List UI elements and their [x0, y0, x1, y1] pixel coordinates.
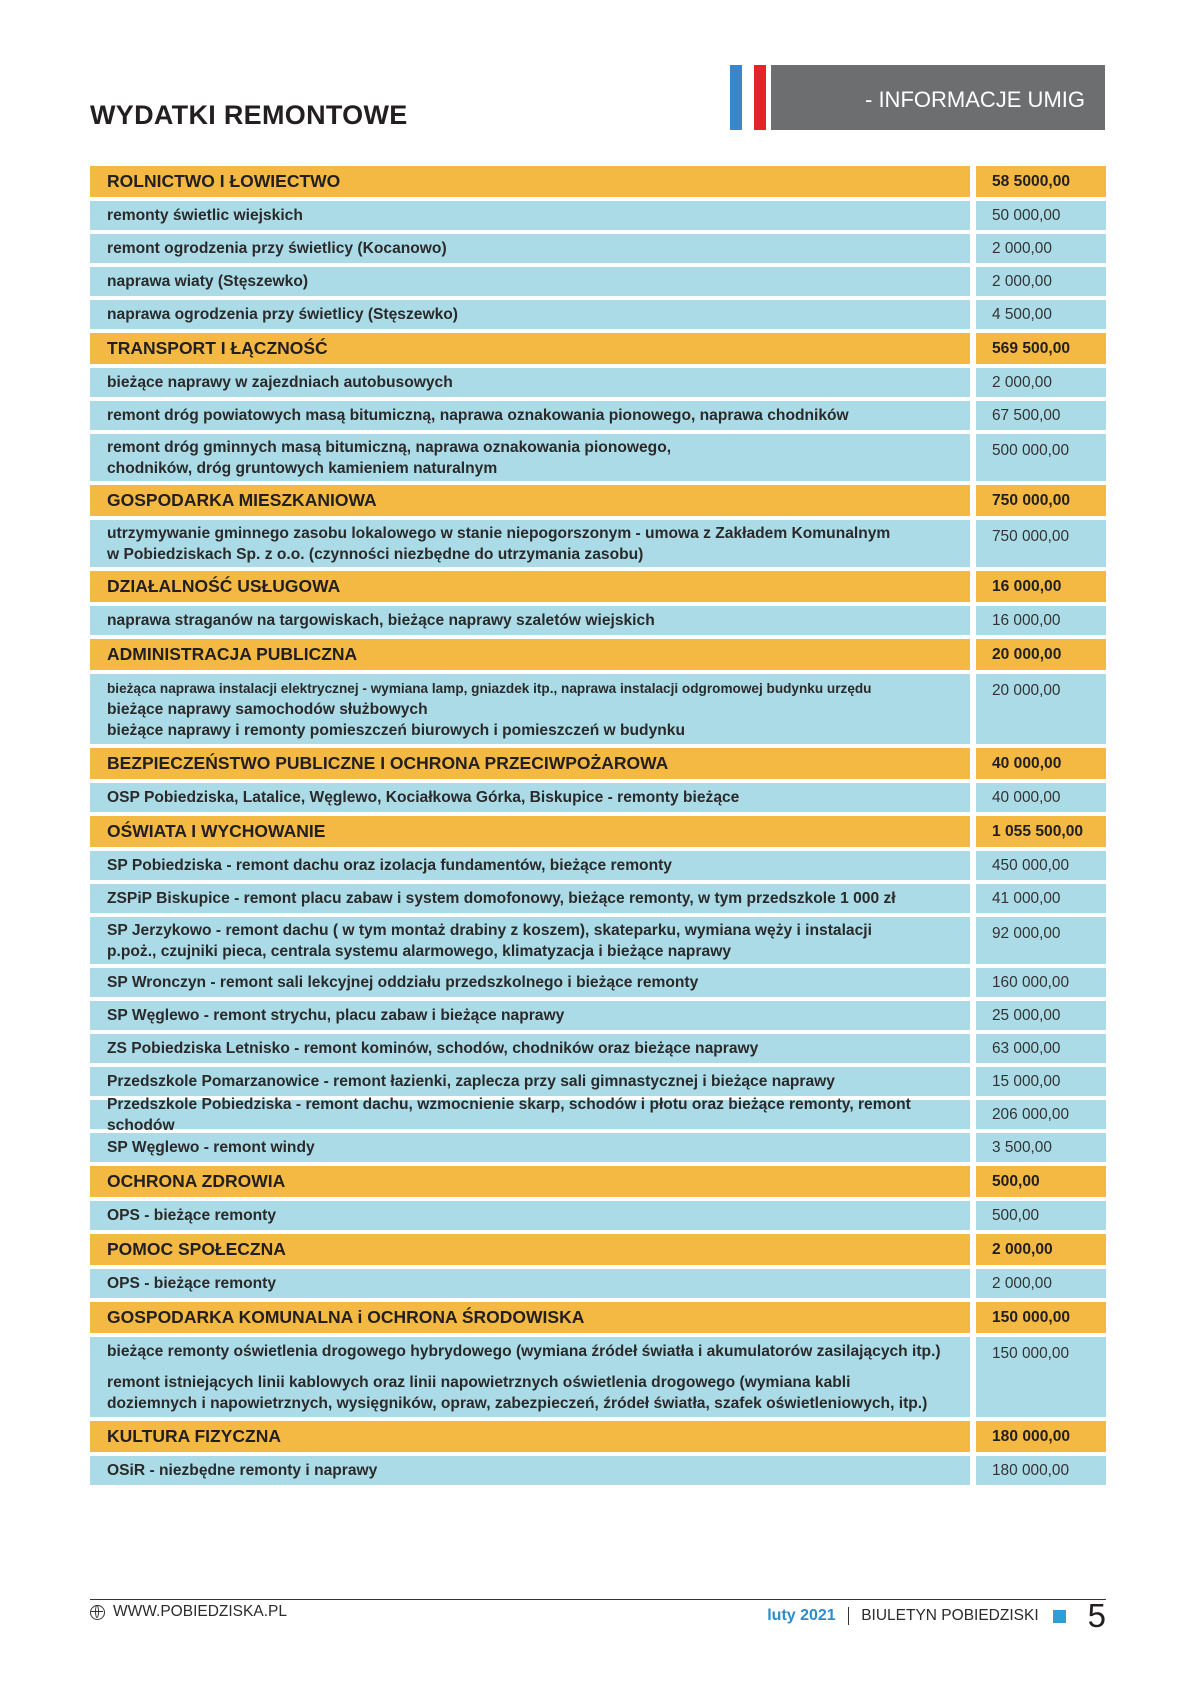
expense-amount: 67 500,00 [976, 401, 1106, 430]
expense-description [90, 1034, 970, 1063]
globe-icon [90, 1605, 105, 1620]
expense-row [90, 917, 1106, 964]
expense-description [90, 917, 970, 964]
expense-row [90, 1095, 1106, 1134]
expense-row [90, 434, 1106, 481]
description-line: p.poż., czujniki pieca, centrala systemu alarmowego, klimatyzacja i bieżące naprawy [107, 942, 731, 960]
flag-red-stripe [754, 65, 766, 130]
expense-amount: 50 000,00 [976, 201, 1106, 230]
expense-amount: 450 000,00 [976, 851, 1106, 880]
category-amount: 180 000,00 [976, 1421, 1106, 1452]
category-row [90, 1421, 1106, 1452]
expense-row [90, 1456, 1106, 1485]
expense-description [90, 434, 970, 481]
description-line: Przedszkole Pobiedziska - remont dachu, wzmocnienie skarp, schodów i płotu oraz bieżące remonty, remont schodów [107, 1095, 911, 1134]
expense-row [90, 267, 1106, 296]
category-row [90, 1166, 1106, 1197]
expense-description [90, 201, 970, 230]
description-line: SP Wronczyn - remont sali lekcyjnej oddziału przedszkolnego i bieżące remonty [107, 974, 699, 991]
expense-description [90, 267, 970, 296]
expense-description [90, 1456, 970, 1485]
description-line: SP Jerzykowo - remont dachu ( w tym montaż drabiny z koszem), skateparku, wymiana węży i instalacji [107, 921, 872, 939]
expense-row [90, 1201, 1106, 1230]
category-amount: 16 000,00 [976, 571, 1106, 602]
category-name: POMOC SPOŁECZNA [90, 1234, 970, 1265]
category-row [90, 639, 1106, 670]
expense-description [90, 884, 970, 913]
category-name: KULTURA FIZYCZNA [90, 1421, 970, 1452]
description-line: naprawa ogrodzenia przy świetlicy (Stęszewko) [107, 306, 458, 323]
expense-row [90, 606, 1106, 635]
section-header-label: - INFORMACJE UMIG [865, 87, 1085, 112]
description-line: OSiR - niezbędne remonty i naprawy [107, 1462, 378, 1479]
description-line: ZS Pobiedziska Letnisko - remont kominów, schodów, chodników oraz bieżące naprawy [107, 1040, 759, 1057]
category-name: DZIAŁALNOŚĆ USŁUGOWA [90, 571, 970, 602]
category-amount: 750 000,00 [976, 485, 1106, 516]
expense-description [90, 1201, 970, 1230]
expense-description [90, 783, 970, 812]
footer-separator [848, 1607, 850, 1625]
description-line: Przedszkole Pomarzanowice - remont łazienki, zaplecza przy sali gimnastycznej i bieżące naprawy [107, 1073, 835, 1090]
category-row [90, 166, 1106, 197]
category-name: GOSPODARKA KOMUNALNA i OCHRONA ŚRODOWISKA [90, 1302, 970, 1333]
expense-amount: 63 000,00 [976, 1034, 1106, 1063]
expense-description [90, 401, 970, 430]
footer-publication-info [767, 1597, 1106, 1635]
expense-row [90, 401, 1106, 430]
expense-description [90, 1095, 970, 1134]
description-line: naprawa wiaty (Stęszewko) [107, 273, 309, 290]
description-line: bieżące naprawy samochodów służbowych [107, 700, 428, 718]
expense-description [90, 968, 970, 997]
expense-description [90, 520, 970, 567]
category-name: TRANSPORT I ŁĄCZNOŚĆ [90, 333, 970, 364]
expenses-table [90, 166, 1106, 1489]
description-line: remont dróg gminnych masą bitumiczną, naprawa oznakowania pionowego, [107, 438, 672, 456]
expense-description [90, 234, 970, 263]
category-name: ADMINISTRACJA PUBLICZNA [90, 639, 970, 670]
expense-row [90, 674, 1106, 744]
issue-month: luty 2021 [767, 1607, 836, 1624]
expense-row [90, 300, 1106, 329]
description-line: OPS - bieżące remonty [107, 1275, 276, 1292]
description-line: naprawa straganów na targowiskach, bieżące naprawy szaletów wiejskich [107, 612, 655, 629]
category-amount: 2 000,00 [976, 1234, 1106, 1265]
expense-row [90, 520, 1106, 567]
page-title: WYDATKI REMONTOWE [90, 100, 408, 130]
expense-amount: 500,00 [976, 1201, 1106, 1230]
expense-description [90, 606, 970, 635]
description-line: bieżące naprawy w zajezdniach autobusowych [107, 374, 453, 391]
category-row [90, 748, 1106, 779]
expense-amount: 92 000,00 [976, 917, 1106, 964]
expense-amount: 150 000,00 [976, 1337, 1106, 1417]
category-amount: 20 000,00 [976, 639, 1106, 670]
description-line: SP Pobiedziska - remont dachu oraz izolacja fundamentów, bieżące remonty [107, 857, 672, 874]
category-row [90, 816, 1106, 847]
expense-description [90, 1001, 970, 1030]
expense-amount: 500 000,00 [976, 434, 1106, 481]
description-line: remont dróg powiatowych masą bitumiczną, naprawa oznakowania pionowego, naprawa chodników [107, 407, 849, 424]
expense-amount: 3 500,00 [976, 1133, 1106, 1162]
footer-website[interactable] [90, 1603, 287, 1621]
expense-row [90, 368, 1106, 397]
description-line: bieżące naprawy i remonty pomieszczeń biurowych i pomieszczeń w budynku [107, 721, 685, 739]
expense-row [90, 234, 1106, 263]
expense-row [90, 1067, 1106, 1096]
section-header-bar [771, 65, 1105, 130]
expense-row [90, 783, 1106, 812]
category-name: OCHRONA ZDROWIA [90, 1166, 970, 1197]
description-line: OPS - bieżące remonty [107, 1207, 276, 1224]
description-line: ZSPiP Biskupice - remont placu zabaw i system domofonowy, bieżące remonty, w tym przedszkole 1 000 zł [107, 890, 896, 907]
description-line: SP Węglewo - remont windy [107, 1139, 315, 1156]
description-line: utrzymywanie gminnego zasobu lokalowego w stanie niepogorszonym - umowa z Zakładem Komunalnym [107, 524, 891, 542]
category-name: OŚWIATA I WYCHOWANIE [90, 816, 970, 847]
expense-amount: 41 000,00 [976, 884, 1106, 913]
expense-amount: 40 000,00 [976, 783, 1106, 812]
expense-amount: 2 000,00 [976, 1269, 1106, 1298]
expense-description [90, 300, 970, 329]
category-amount: 58 5000,00 [976, 166, 1106, 197]
expense-row [90, 1133, 1106, 1162]
expense-row [90, 968, 1106, 997]
description-line [107, 1362, 962, 1372]
category-amount: 500,00 [976, 1166, 1106, 1197]
expense-amount: 160 000,00 [976, 968, 1106, 997]
expense-description [90, 851, 970, 880]
website-link[interactable]: WWW.POBIEDZISKA.PL [113, 1603, 287, 1620]
expense-row [90, 1269, 1106, 1298]
category-row [90, 485, 1106, 516]
expense-amount: 15 000,00 [976, 1067, 1106, 1096]
publication-name: BIULETYN POBIEDZISKI [861, 1607, 1039, 1624]
expense-description [90, 674, 970, 744]
expense-row [90, 1034, 1106, 1063]
expense-amount: 2 000,00 [976, 368, 1106, 397]
description-line: doziemnych i napowietrznych, wysięgników, opraw, zabezpieczeń, źródeł światła, szafek oświetleniowych, itp.) [107, 1394, 928, 1412]
description-line: w Pobiedziskach Sp. z o.o. (czynności niezbędne do utrzymania zasobu) [107, 545, 644, 563]
category-name: ROLNICTWO I ŁOWIECTWO [90, 166, 970, 197]
category-amount: 1 055 500,00 [976, 816, 1106, 847]
expense-amount: 180 000,00 [976, 1456, 1106, 1485]
expense-amount: 206 000,00 [976, 1100, 1106, 1129]
expense-row [90, 884, 1106, 913]
description-line: remonty świetlic wiejskich [107, 207, 303, 224]
expense-amount: 25 000,00 [976, 1001, 1106, 1030]
description-line: chodników, dróg gruntowych kamieniem naturalnym [107, 459, 498, 477]
expense-amount: 16 000,00 [976, 606, 1106, 635]
expense-description [90, 1337, 970, 1417]
description-line: OSP Pobiedziska, Latalice, Węglewo, Kociałkowa Górka, Biskupice - remonty bieżące [107, 789, 740, 806]
category-row [90, 1302, 1106, 1333]
description-line: bieżąca naprawa instalacji elektrycznej - wymiana lamp, gniazdek itp., naprawa instalacji odgromowej budynku urzędu [107, 680, 872, 696]
flag-white-stripe [742, 65, 754, 130]
expense-row [90, 851, 1106, 880]
expense-description [90, 1133, 970, 1162]
description-line: remont istniejących linii kablowych oraz linii napowietrznych oświetlenia drogowego (wymiana kabli [107, 1373, 851, 1391]
expense-amount: 750 000,00 [976, 520, 1106, 567]
description-line: remont ogrodzenia przy świetlicy (Kocanowo) [107, 240, 447, 257]
category-name: BEZPIECZEŃSTWO PUBLICZNE I OCHRONA PRZECIWPOŻAROWA [90, 748, 970, 779]
category-row [90, 333, 1106, 364]
square-icon [1053, 1610, 1066, 1623]
expense-description [90, 1269, 970, 1298]
category-amount: 150 000,00 [976, 1302, 1106, 1333]
expense-amount: 2 000,00 [976, 267, 1106, 296]
expense-row [90, 201, 1106, 230]
description-line: SP Węglewo - remont strychu, placu zabaw i bieżące naprawy [107, 1007, 565, 1024]
category-amount: 40 000,00 [976, 748, 1106, 779]
page-number: 5 [1087, 1597, 1106, 1634]
category-name: GOSPODARKA MIESZKANIOWA [90, 485, 970, 516]
expense-description [90, 1067, 970, 1096]
flag-blue-stripe [730, 65, 742, 130]
expense-row [90, 1001, 1106, 1030]
expense-row [90, 1337, 1106, 1417]
expense-amount: 2 000,00 [976, 234, 1106, 263]
category-row [90, 1234, 1106, 1265]
expense-amount: 20 000,00 [976, 674, 1106, 744]
description-line: bieżące remonty oświetlenia drogowego hybrydowego (wymiana źródeł światła i akumulatorów zasilających itp.) [107, 1342, 941, 1360]
category-row [90, 571, 1106, 602]
expense-description [90, 368, 970, 397]
category-amount: 569 500,00 [976, 333, 1106, 364]
expense-amount: 4 500,00 [976, 300, 1106, 329]
